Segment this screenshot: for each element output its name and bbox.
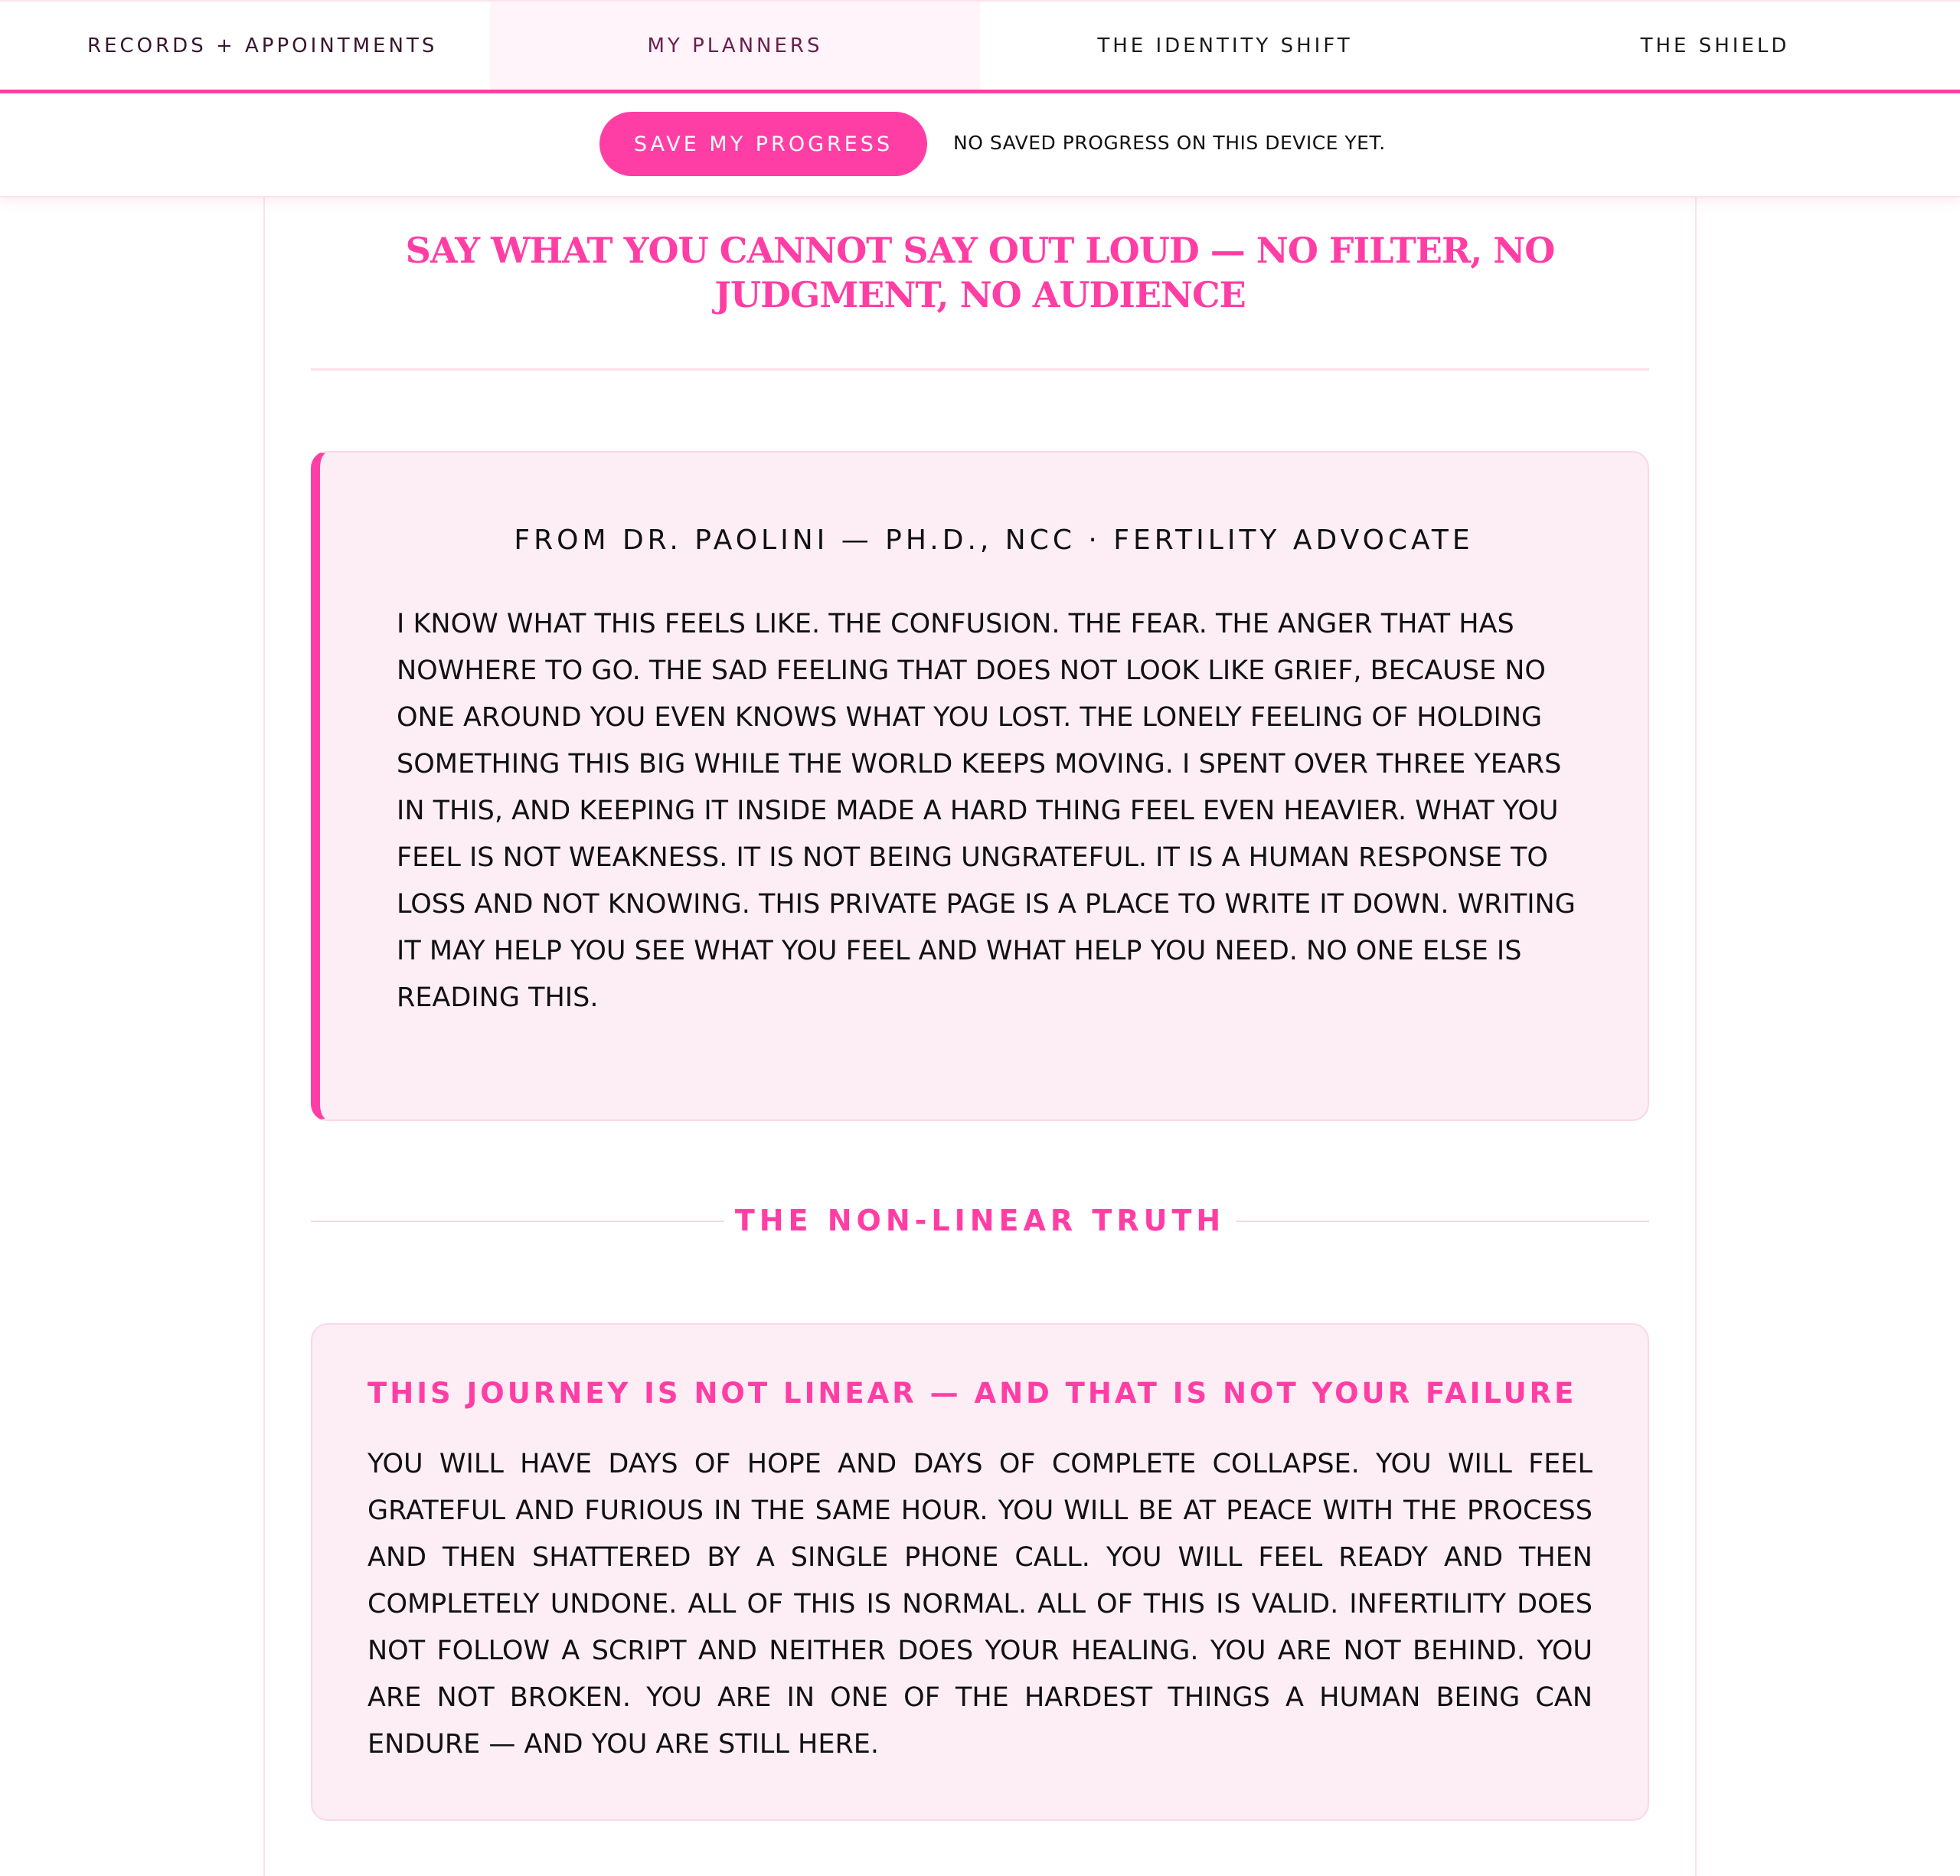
- tab-identity-shift[interactable]: THE IDENTITY SHIFT: [1097, 34, 1353, 57]
- tab-records-appointments[interactable]: RECORDS + APPOINTMENTS: [87, 34, 438, 57]
- save-progress-button[interactable]: SAVE MY PROGRESS: [599, 112, 927, 176]
- truth-card-body: YOU WILL HAVE DAYS OF HOPE AND DAYS OF COMPLETE COLLAPSE. YOU WILL FEEL GRATEFUL AND FURIOUS IN THE SAME HOUR. YOU WILL BE AT PEACE WITH THE PROCESS AND THEN SHATTERED BY A SINGLE PHONE CALL. YOU WILL FEEL READY AND THEN COMPLETELY UNDONE. ALL OF THIS IS NORMAL. ALL OF THIS IS VALID. INFERTILITY DOES NOT FOLLOW A SCRIPT AND NEITHER DOES YOUR HEALING. YOU ARE NOT BEHIND. YOU ARE NOT BROKEN. YOU ARE IN ONE OF THE HARDEST THINGS A HUMAN BEING CAN ENDURE — AND YOU ARE STILL HERE.: [368, 1449, 1592, 1760]
- save-status-text: NO SAVED PROGRESS ON THIS DEVICE YET.: [953, 132, 1386, 154]
- tab-the-shield[interactable]: THE SHIELD: [1640, 34, 1790, 57]
- letter-body: I KNOW WHAT THIS FEELS LIKE. THE CONFUSION. THE FEAR. THE ANGER THAT HAS NOWHERE TO GO. THE SAD FEELING THAT DOES NOT LOOK LIKE GRIEF, BECAUSE NO ONE AROUND YOU EVEN KNOWS WHAT YOU LOST. THE LONELY FEELING OF HOLDING SOMETHING THIS BIG WHILE THE WORLD KEEPS MOVING. I SPENT OVER THREE YEARS IN THIS, AND KEEPING IT INSIDE MADE A HARD THING FEEL EVEN HEAVIER. WHAT YOU FEEL IS NOT WEAKNESS. IT IS NOT BEING UNGRATEFUL. IT IS A HUMAN RESPONSE TO LOSS AND NOT KNOWING. THIS PRIVATE PAGE IS A PLACE TO WRITE IT DOWN. WRITING IT MAY HELP YOU SEE WHAT YOU FEEL AND WHAT HELP YOU NEED. NO ONE ELSE IS READING THIS.: [397, 609, 1576, 1013]
- non-linear-truth-card: [311, 1323, 1649, 1821]
- top-nav: [0, 0, 1960, 93]
- section-divider-label: THE NON-LINEAR TRUTH: [734, 1204, 1226, 1237]
- section-divider-line-right: [1236, 1221, 1649, 1222]
- letter-title: FROM DR. PAOLINI — PH.D., NCC · FERTILITY ADVOCATE: [514, 525, 1474, 556]
- tab-my-planners[interactable]: MY PLANNERS: [490, 2, 980, 90]
- page-title: SAY WHAT YOU CANNOT SAY OUT LOUD — NO FILTER, NO JUDGMENT, NO AUDIENCE: [405, 230, 1555, 315]
- save-progress-bar: [0, 93, 1960, 198]
- heading-divider: [311, 368, 1649, 371]
- letter-card: [311, 451, 1649, 1121]
- section-divider-line-left: [311, 1221, 724, 1222]
- truth-card-title: THIS JOURNEY IS NOT LINEAR — AND THAT IS NOT YOUR FAILURE: [368, 1377, 1577, 1410]
